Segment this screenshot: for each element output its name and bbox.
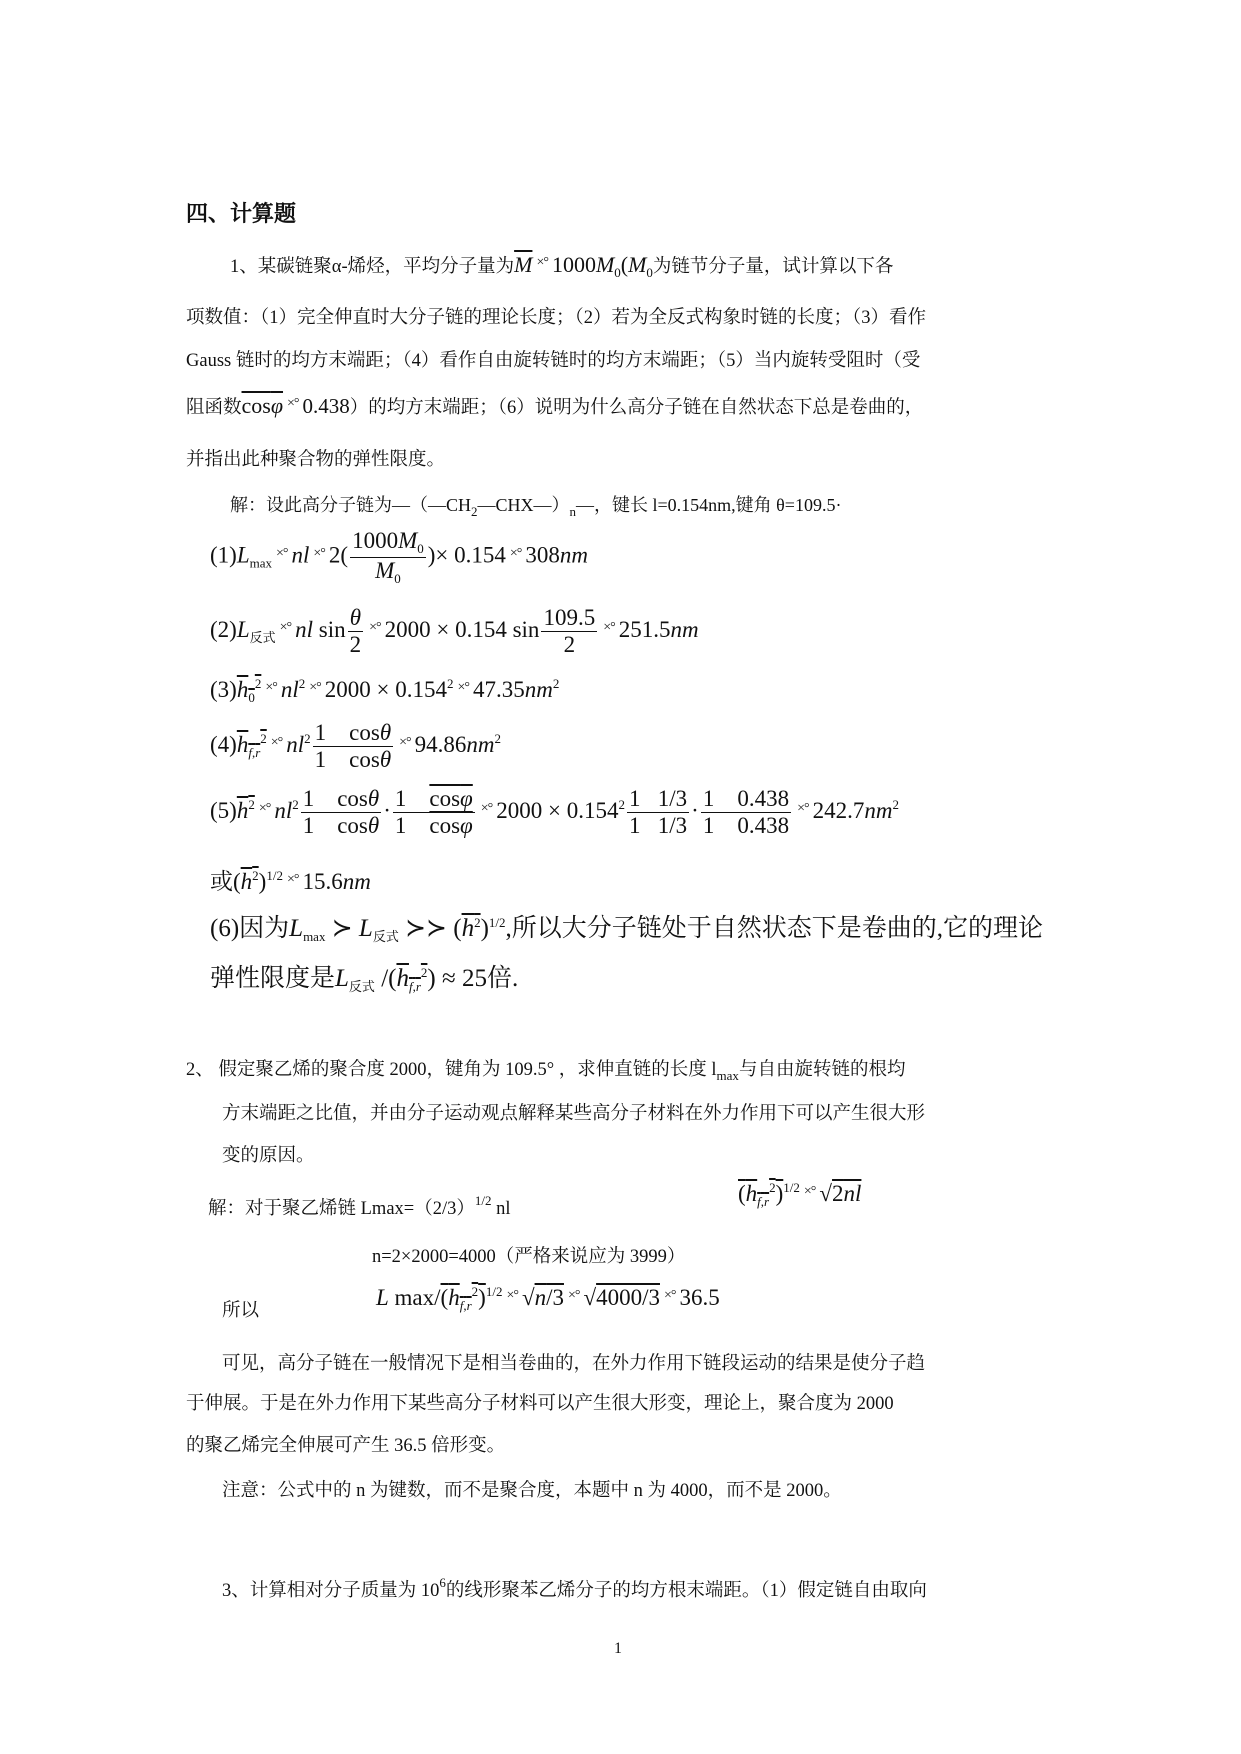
section-heading: 四、计算题 [186,202,297,227]
q2-note: 注意：公式中的 n 为键数，而不是聚合度，本题中 n 为 4000，而不是 2000。 [222,1481,842,1501]
equation-6-line-1: (6)因为$L_{max}$ ≻ $L_{反式}$ ≻≻ $(h^2)^{1/2}$,所以大分子链处于自然状态下是卷曲的,它的理论 [210,915,1044,944]
q2-paragraph-2: 于伸展。于是在外力作用下某些高分子材料可以产生很大形变，理论上，聚合度为 2000 [186,1394,894,1414]
equation-5b: 或$(h^2)^{1/2}$ ×° 15.6nm [210,868,371,894]
equation-4: $(4)h_{f,r}^2$ ×° $nl^2$ $\frac{1 \cos\theta}{1 \cos\theta}$ ×° $94.86nm^2$ [210,720,502,773]
q1-solution-intro: 解：设此高分子链为$—(—CH_2—CHX—)_n—$，键长 l=0.154nm,键角 θ=109.5· [230,495,842,519]
equation-6-line-2: 弹性限度是$L_{反式}$ $/(h_{f,r}^2) \approx 25$倍. [210,965,519,994]
q2-line-3: 变的原因。 [222,1146,315,1166]
equation-3: $(3)h_0^2$ ×° $nl^2$ ×° $2000 \times 0.154^2$ ×° $47.35nm^2$ [210,676,560,705]
q1-line-4: 阻函数cosφ ×° 0.438）的均方末端距；（6）说明为什么高分子链在自然状态下总是卷曲的， [186,393,924,418]
q2-line-1: 2、 假定聚乙烯的聚合度 2000，键角为 109.5° ，求伸直链的长度 $l_{max}$与自由旋转链的根均 [186,1060,906,1083]
page-number: 1 [614,1640,622,1657]
q1-line-3: Gauss 链时的均方末端距；（4）看作自由旋转链时的均方末端距；（5）当内旋转受阻时（受 [186,351,921,371]
q2-free-rotation-eq: $(h_{f,r}^2)^{1/2}$ ×° √2nl [738,1180,862,1209]
q2-line-2: 方末端距之比值，并由分子运动观点解释某些高分子材料在外力作用下可以产生很大形 [222,1104,926,1124]
equation-5: $(5)h^2$ ×° $nl^2$ $\frac{1 \cos\theta}{1 \cos\theta}$ · $\frac{1 \cos\varphi}{1 \cos\varphi}$ ×° $2000 \times 0.154^2$ $\frac{1 1/3}{1 1/3}$ · $\frac{1 0.438}{1 0.438}$ ×° $242.7nm^2$ [210,786,899,839]
q1-line-2: 项数值：（1）完全伸直时大分子链的理论长度；（2）若为全反式构象时链的长度；（3）看作 [186,308,927,328]
q3-line-1: 3、计算相对分子质量为 $10^6$的线形聚苯乙烯分子的均方根末端距。（1）假定链自由取向 [222,1575,927,1601]
q2-paragraph-1: 可见，高分子链在一般情况下是相当卷曲的，在外力作用下链段运动的结果是使分子趋 [222,1354,926,1374]
q2-solution-2: n=2×2000=4000（严格来说应为 3999） [372,1247,686,1267]
equation-2: $(2)L_{反式}^{\times^\circ}$ nl sin $\frac{\theta}{2}$ ×° 2000 × 0.154 sin $\frac{109.5}{2}$ ×° 251.5nm [210,605,699,658]
q2-so-label: 所以 [222,1301,260,1321]
q1-line-1: 1、某碳链聚α-烯烃，平均分子量为$\overline{M}$ ×° $1000M_0(M_0$为链节分子量，试计算以下各 [230,252,894,280]
q2-solution-1: 解：对于聚乙烯链 $Lmax=(2/3)^{1/2}$ nl [208,1193,511,1219]
q2-paragraph-3: 的聚乙烯完全伸展可产生 36.5 倍形变。 [186,1436,506,1456]
q1-line-5: 并指出此种聚合物的弹性限度。 [186,450,446,470]
equation-1: $(1)L_{max}^{\times^\circ}$ nl ×° 2( $\frac{1000M_0}{M_0}$ )× 0.154 ×° 308nm [210,528,589,586]
q2-ratio-eq: L $\max/(h_{f,r}^2)^{1/2}$ ×° √n/3 ×° √4000/3 ×° 36.5 [376,1284,720,1313]
